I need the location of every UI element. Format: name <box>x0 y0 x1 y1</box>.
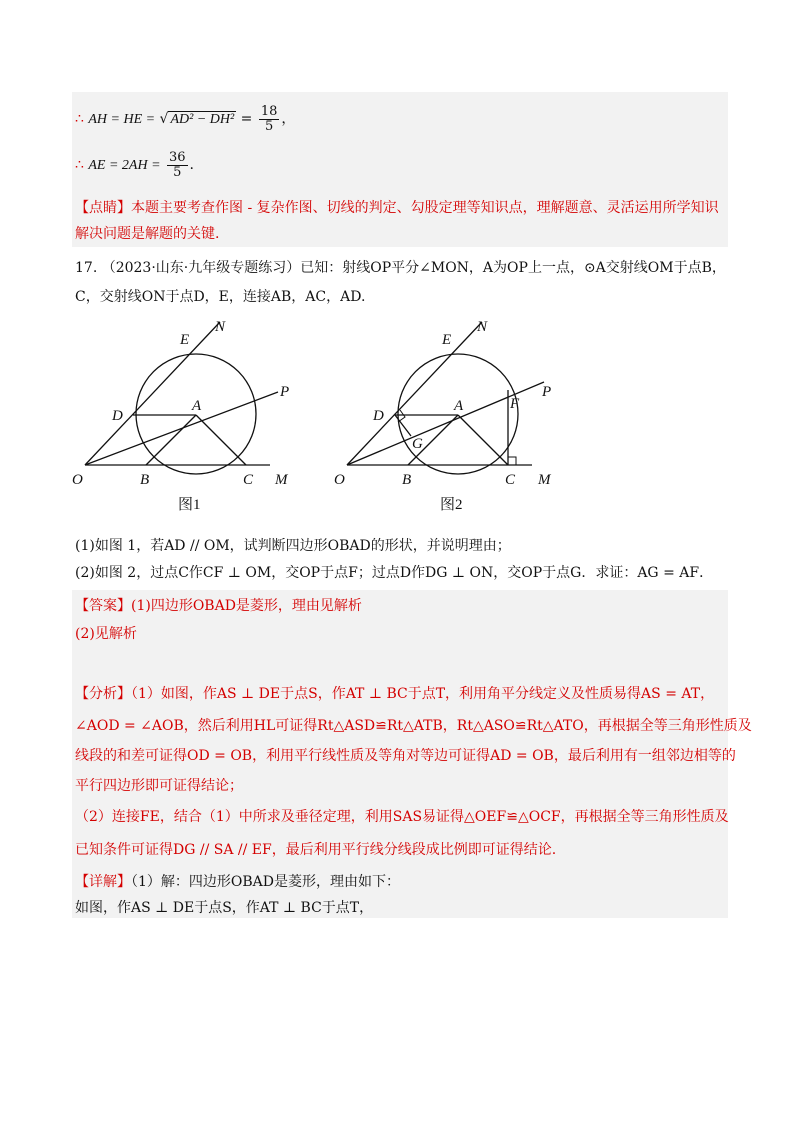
figure-2-labels <box>334 319 552 488</box>
fig2-label-a: A <box>454 398 464 414</box>
comment-line-1: 【点睛】本题主要考查作图 - 复杂作图、切线的判定、勾股定理等知识点，理解题意、灵活运用所学知识 <box>75 200 719 216</box>
fraction-18-5: $\frac{18}{5}$ <box>260 103 278 134</box>
fig2-label-n: N <box>477 319 488 335</box>
fig1-circle <box>136 354 256 474</box>
fig1-label-b: B <box>140 472 150 488</box>
comment-tag: 【点睛】 <box>75 200 131 216</box>
fig1-segment-ab <box>146 415 196 465</box>
fig2-label-m: M <box>538 472 551 488</box>
analysis-tag: 【分析】 <box>75 686 131 702</box>
fig2-right-angle-c <box>508 457 516 465</box>
fig1-label-e: E <box>180 332 190 348</box>
fig1-label-d: D <box>112 408 123 424</box>
fig1-label-m: M <box>275 472 288 488</box>
fig2-label-d: D <box>373 408 384 424</box>
question-2: (2)如图 2，过点C作CF ⊥ OM，交OP于点F；过点D作DG ⊥ ON，交OP于点G．求证：AG = AF． <box>75 565 714 581</box>
detail-line-2: 如图，作AS ⊥ DE于点S，作AT ⊥ BC于点T， <box>75 900 374 916</box>
fig2-label-g: G <box>412 436 423 452</box>
answer-tag: 【答案】 <box>75 598 131 614</box>
analysis-line-2: ∠AOD = ∠AOB，然后利用HL可证得Rt△ASD≌Rt△ATB，Rt△ASO≌Rt△ATO，再根据全等三角形性质及 <box>75 718 752 734</box>
analysis-line-6: 已知条件可证得DG // SA // EF，最后利用平行线分线段成比例即可证得结论. <box>75 842 557 858</box>
problem-line-1: 17. （2023·山东·九年级专题练习）已知：射线OP平分∠MON，A为OP上一点，⊙A交射线OM于点B， <box>75 260 726 276</box>
fig1-label-p: P <box>280 384 290 400</box>
fig1-ray-op <box>85 392 278 465</box>
analysis-line-5: （2）连接FE，结合（1）中所求及垂径定理，利用SAS易证得△OEF≌△OCF，再根据全等三角形性质及 <box>75 809 729 825</box>
answer-line-2: (2)见解析 <box>75 626 137 642</box>
fig1-caption: 图1 <box>178 497 201 513</box>
fig2-label-p: P <box>542 384 552 400</box>
analysis-line-3: 线段的和差可证得OD = OB，利用平行线性质及等角对等边可证得AD = OB，最后利用有一组邻边相等的 <box>75 748 736 764</box>
analysis-line-1: 【分析】（1）如图，作AS ⊥ DE于点S，作AT ⊥ BC于点T，利用角平分线定义及性质易得AS = AT， <box>75 686 715 702</box>
fig2-label-f: F <box>510 396 520 412</box>
fig2-caption: 图2 <box>440 497 463 513</box>
solution-line-1: ∴ AH = HE = √ AD² − DH² = $\frac{18}{5}$ ， <box>75 103 296 134</box>
fig1-ray-on <box>85 322 220 465</box>
fig1-label-a: A <box>192 398 202 414</box>
figure-1-labels <box>72 319 289 488</box>
detail-line-1: 【详解】（1）解：四边形OBAD是菱形，理由如下： <box>75 874 401 890</box>
question-1: (1)如图 1，若AD // OM，试判断四边形OBAD的形状，并说明理由； <box>75 538 511 554</box>
fig2-label-b: B <box>402 472 412 488</box>
answer-line-1: 【答案】(1)四边形OBAD是菱形，理由见解析 <box>75 598 362 614</box>
fig2-label-c: C <box>505 472 516 488</box>
fig1-label-n: N <box>215 319 226 335</box>
fig2-label-o: O <box>334 472 345 488</box>
fig1-label-o: O <box>72 472 83 488</box>
analysis-line-4: 平行四边形即可证得结论； <box>75 778 243 794</box>
solution-line-2: ∴ AE = 2AH = $\frac{36}{5}$ . <box>75 149 194 180</box>
fraction-36-5: $\frac{36}{5}$ <box>169 149 186 180</box>
geometry-figures <box>60 312 620 522</box>
fig1-label-c: C <box>243 472 254 488</box>
fig1-segment-ac <box>196 415 246 465</box>
fig2-label-e: E <box>442 332 452 348</box>
comment-line-2: 解决问题是解题的关键. <box>75 226 220 242</box>
detail-tag: 【详解】 <box>75 874 131 890</box>
fig2-segment-ac <box>458 415 508 465</box>
problem-line-2: C，交射线ON于点D，E，连接AB，AC，AD. <box>75 289 366 305</box>
fig2-circle <box>398 354 518 474</box>
